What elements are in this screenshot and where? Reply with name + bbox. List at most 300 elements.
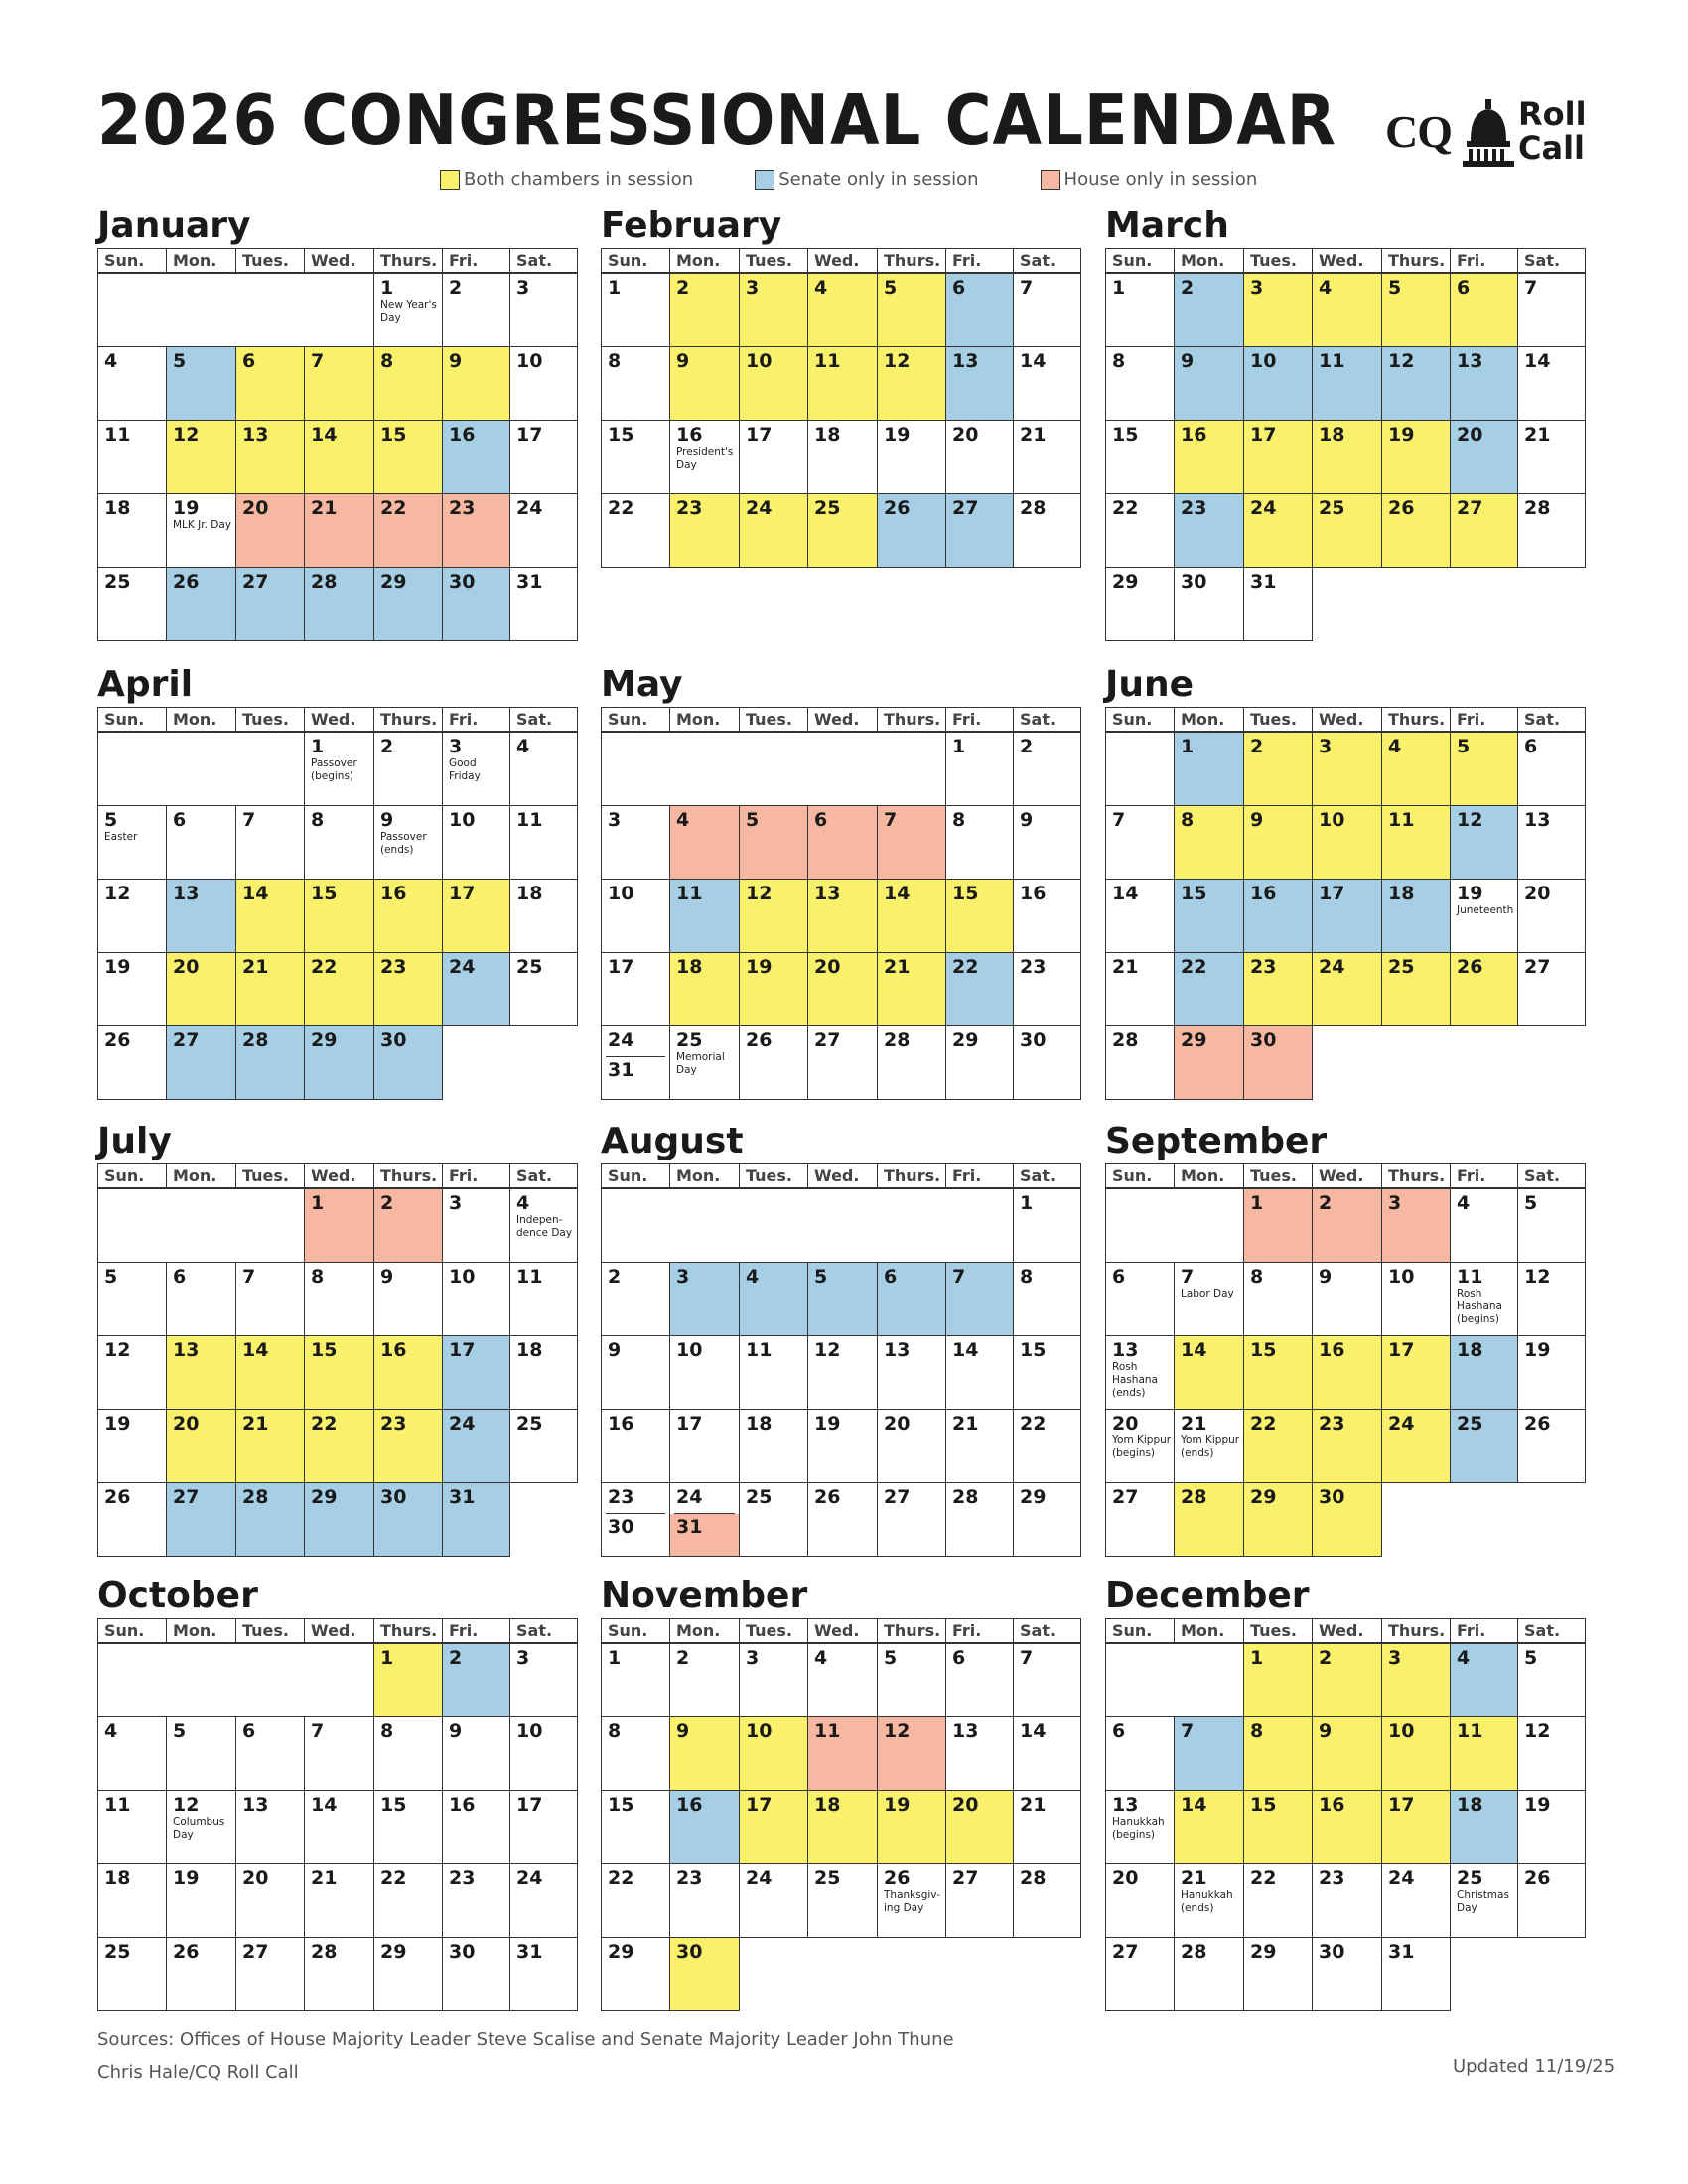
- day-cell: [510, 493, 578, 567]
- day-number: 10: [676, 1338, 703, 1361]
- month-name: August: [601, 1121, 744, 1161]
- day-cell: [374, 1937, 443, 2010]
- weekday-header: Wed.: [305, 1164, 374, 1189]
- day-cell: [1175, 952, 1244, 1025]
- day-number: 11: [516, 808, 543, 831]
- day-number: 31: [516, 570, 543, 593]
- day-cell: [236, 952, 305, 1025]
- weekday-header: Fri.: [1451, 1619, 1518, 1644]
- day-cell: [1382, 346, 1451, 420]
- day-cell: [1014, 1716, 1081, 1790]
- day-number: 29: [1250, 1485, 1277, 1508]
- day-number: 30: [1319, 1940, 1345, 1963]
- day-cell: [374, 1188, 443, 1262]
- weekday-header: Mon.: [167, 1164, 236, 1189]
- day-number: 26: [884, 496, 911, 519]
- day-number: 29: [1250, 1940, 1277, 1963]
- day-cell: [878, 1863, 946, 1937]
- month-table: [97, 707, 578, 1100]
- weekday-header: Tues.: [1244, 249, 1313, 274]
- day-cell: [670, 273, 740, 346]
- day-number: 8: [1020, 1265, 1034, 1288]
- day-cell: [510, 805, 578, 879]
- day-cell: [1106, 879, 1175, 952]
- day-cell: [305, 567, 374, 640]
- day-number: 10: [746, 349, 773, 372]
- day-cell: [305, 1482, 374, 1556]
- day-cell: [878, 805, 946, 879]
- day-number: 13: [1112, 1338, 1139, 1361]
- day-number: 21: [242, 955, 269, 978]
- day-number: 16: [380, 1338, 407, 1361]
- day-cell: [1451, 1335, 1518, 1409]
- day-number: 12: [746, 882, 773, 904]
- month-table: [1105, 248, 1586, 641]
- day-number: 24: [746, 1866, 773, 1889]
- day-number: 20: [242, 496, 269, 519]
- day-cell: [1313, 420, 1382, 493]
- day-cell: [305, 1716, 374, 1790]
- sources-footer: [97, 2023, 954, 2089]
- weekday-header: Mon.: [670, 1619, 740, 1644]
- day-number: 4: [516, 1192, 530, 1214]
- day-number: 28: [1112, 1028, 1139, 1051]
- empty-cell: [740, 1188, 808, 1262]
- day-number: 10: [516, 349, 543, 372]
- day-cell: [1451, 1790, 1518, 1863]
- day-number: 5: [104, 808, 118, 831]
- empty-cell: [167, 732, 236, 805]
- day-number: 19: [173, 1866, 200, 1889]
- month-name: January: [97, 205, 251, 246]
- day-number: 20: [952, 1793, 979, 1816]
- day-cell: [670, 805, 740, 879]
- day-cell: [740, 1790, 808, 1863]
- weekday-header: Wed.: [305, 708, 374, 733]
- day-cell: [1175, 346, 1244, 420]
- day-cell: [1382, 1262, 1451, 1335]
- day-number: 5: [1524, 1647, 1538, 1669]
- day-cell: [443, 1262, 510, 1335]
- day-cell: [1244, 1937, 1313, 2010]
- month-september: [1105, 1122, 1586, 1557]
- day-number: 24: [1319, 955, 1345, 978]
- day-number: 4: [814, 277, 828, 299]
- day-number: 27: [1524, 955, 1551, 978]
- holiday-note: Easter: [104, 830, 138, 843]
- weekday-header: Tues.: [236, 1619, 305, 1644]
- day-cell: [602, 1482, 670, 1556]
- day-cell: [878, 1716, 946, 1790]
- day-number: 22: [1250, 1866, 1277, 1889]
- day-number: 16: [1020, 882, 1047, 904]
- day-cell: [1244, 952, 1313, 1025]
- legend-swatch-house: [1041, 170, 1060, 190]
- weekday-header: Sun.: [1106, 1164, 1175, 1189]
- day-number: 2: [449, 277, 463, 299]
- day-cell: [1244, 1643, 1313, 1716]
- day-number: 15: [608, 1793, 634, 1816]
- day-cell: [1106, 1790, 1175, 1863]
- day-number: 8: [952, 808, 966, 831]
- day-cell: [374, 567, 443, 640]
- day-cell: [1382, 1188, 1451, 1262]
- weekday-header: Thurs.: [1382, 1619, 1451, 1644]
- legend-label: House only in session: [1063, 169, 1258, 190]
- day-cell: [1244, 567, 1313, 640]
- empty-cell: [236, 1188, 305, 1262]
- weekday-header: Mon.: [1175, 249, 1244, 274]
- day-cell: [1106, 805, 1175, 879]
- day-number: 19: [104, 955, 131, 978]
- day-cell: [1244, 1482, 1313, 1556]
- month-name: October: [97, 1575, 258, 1616]
- day-cell: [808, 346, 878, 420]
- day-cell: [1014, 273, 1081, 346]
- day-cell: [946, 420, 1014, 493]
- day-cell: [808, 493, 878, 567]
- updated-date: Updated 11/19/25: [1453, 2056, 1616, 2077]
- day-cell: [98, 1262, 167, 1335]
- day-cell: [374, 1863, 443, 1937]
- day-cell: [1382, 1335, 1451, 1409]
- day-cell: [167, 493, 236, 567]
- day-number: 27: [1457, 496, 1483, 519]
- day-cell: [1313, 273, 1382, 346]
- month-table: [1105, 1618, 1586, 2011]
- day-cell: [1451, 1188, 1518, 1262]
- blank-cell: [1382, 1482, 1451, 1556]
- empty-cell: [98, 1188, 167, 1262]
- day-number: 17: [676, 1412, 703, 1434]
- month-march: [1105, 206, 1586, 641]
- holiday-note: Rosh Hashana (begins): [1457, 1287, 1502, 1325]
- day-cell: [374, 493, 443, 567]
- day-cell: [740, 1335, 808, 1409]
- day-number: 20: [952, 423, 979, 446]
- day-cell: [98, 1716, 167, 1790]
- day-number: 5: [1524, 1192, 1538, 1214]
- day-cell: [1382, 420, 1451, 493]
- day-number: 19: [173, 496, 200, 519]
- day-cell: [946, 1643, 1014, 1716]
- holiday-note: Hanukkah (begins): [1112, 1815, 1165, 1841]
- day-number: 28: [1181, 1485, 1207, 1508]
- day-cell: [1451, 1262, 1518, 1335]
- empty-cell: [808, 1188, 878, 1262]
- day-cell: [1244, 1025, 1313, 1099]
- day-number: 27: [173, 1485, 200, 1508]
- day-cell: [602, 273, 670, 346]
- day-cell: [1106, 346, 1175, 420]
- empty-cell: [167, 1643, 236, 1716]
- weekday-header: Fri.: [946, 249, 1014, 274]
- day-cell: [305, 1863, 374, 1937]
- day-number: 20: [1457, 423, 1483, 446]
- day-number: 2: [1181, 277, 1195, 299]
- month-name: May: [601, 664, 683, 705]
- legend-swatch-senate: [755, 170, 774, 190]
- day-number: 6: [242, 1719, 256, 1742]
- day-cell: [602, 805, 670, 879]
- day-cell: [602, 420, 670, 493]
- day-cell: [510, 1937, 578, 2010]
- blank-cell: [510, 1482, 578, 1556]
- day-cell: [1451, 805, 1518, 879]
- day-number: 9: [1020, 808, 1034, 831]
- day-number: 26: [173, 570, 200, 593]
- day-number: 8: [1250, 1719, 1264, 1742]
- empty-cell: [670, 732, 740, 805]
- day-number: 25: [676, 1028, 703, 1051]
- day-number: 15: [311, 882, 338, 904]
- day-number: 20: [173, 1412, 200, 1434]
- day-number: 27: [952, 1866, 979, 1889]
- day-number: 23: [1319, 1866, 1345, 1889]
- day-number: 3: [676, 1265, 690, 1288]
- day-number: 21: [1020, 423, 1047, 446]
- day-number: 13: [1524, 808, 1551, 831]
- day-number: 6: [952, 1647, 966, 1669]
- day-number: 13: [952, 349, 979, 372]
- day-number: 27: [173, 1028, 200, 1051]
- day-number: 26: [1524, 1412, 1551, 1434]
- day-cell: [740, 493, 808, 567]
- day-number: 17: [1388, 1793, 1415, 1816]
- day-cell: [1313, 1482, 1382, 1556]
- day-cell: [443, 1790, 510, 1863]
- day-cell: [1382, 1409, 1451, 1482]
- day-cell: [602, 1790, 670, 1863]
- day-number: 21: [1020, 1793, 1047, 1816]
- day-cell: [1106, 420, 1175, 493]
- month-june: [1105, 665, 1586, 1100]
- weekday-header: Sat.: [510, 1619, 578, 1644]
- holiday-note: Juneteenth: [1457, 903, 1514, 916]
- day-number: 23: [1250, 955, 1277, 978]
- day-cell: [670, 1025, 740, 1099]
- day-cell: [878, 1262, 946, 1335]
- day-cell: [374, 1262, 443, 1335]
- day-number: 28: [311, 1940, 338, 1963]
- day-number: 14: [1181, 1793, 1207, 1816]
- blank-cell: [1518, 1025, 1586, 1099]
- logo-roll-call-text: [1518, 97, 1587, 165]
- weekday-header: Sat.: [510, 249, 578, 274]
- day-cell: [670, 1790, 740, 1863]
- blank-cell: [1382, 567, 1451, 640]
- day-number: 8: [1181, 808, 1195, 831]
- month-april: [97, 665, 578, 1100]
- weekday-header: Tues.: [740, 708, 808, 733]
- weekday-header: Sun.: [1106, 249, 1175, 274]
- day-number: 12: [884, 1719, 911, 1742]
- day-number: 23: [1319, 1412, 1345, 1434]
- day-number: 30: [380, 1485, 407, 1508]
- day-number: 21: [311, 1866, 338, 1889]
- day-cell: [1451, 732, 1518, 805]
- day-number: 12: [173, 1793, 200, 1816]
- day-cell: [1106, 1482, 1175, 1556]
- day-number: 19: [1457, 882, 1483, 904]
- weekday-header: Tues.: [236, 249, 305, 274]
- day-cell: [1382, 805, 1451, 879]
- month-name: September: [1105, 1121, 1328, 1161]
- day-cell: [1244, 1335, 1313, 1409]
- day-number: 13: [242, 423, 269, 446]
- day-cell: [1451, 1716, 1518, 1790]
- day-number: 28: [242, 1485, 269, 1508]
- weekday-header: Fri.: [946, 708, 1014, 733]
- day-cell: [167, 1482, 236, 1556]
- day-cell: [878, 493, 946, 567]
- day-number: 9: [449, 349, 463, 372]
- day-number: 18: [516, 882, 543, 904]
- day-cell: [1175, 1863, 1244, 1937]
- day-cell: [443, 1863, 510, 1937]
- day-cell: [1244, 879, 1313, 952]
- day-number: 22: [311, 1412, 338, 1434]
- day-number: 3: [516, 1647, 530, 1669]
- weekday-header: Thurs.: [374, 249, 443, 274]
- day-number: 8: [380, 349, 394, 372]
- logo-call: Call: [1518, 129, 1586, 167]
- empty-cell: [305, 273, 374, 346]
- legend-swatch-both: [440, 170, 460, 190]
- day-number: 9: [1319, 1265, 1333, 1288]
- weekday-header: Sun.: [1106, 708, 1175, 733]
- weekday-header: Fri.: [1451, 1164, 1518, 1189]
- day-cell: [1451, 420, 1518, 493]
- day-number: 3: [1388, 1192, 1402, 1214]
- day-cell: [740, 273, 808, 346]
- day-cell: [305, 346, 374, 420]
- day-cell: [305, 805, 374, 879]
- day-number: 16: [380, 882, 407, 904]
- day-cell: [1175, 1025, 1244, 1099]
- day-cell: [1518, 1643, 1586, 1716]
- day-number: 6: [814, 808, 828, 831]
- day-number: 24: [449, 955, 476, 978]
- empty-cell: [946, 1188, 1014, 1262]
- day-number: 5: [173, 349, 187, 372]
- day-cell: [946, 952, 1014, 1025]
- day-cell: [510, 346, 578, 420]
- day-cell: [1518, 879, 1586, 952]
- empty-cell: [236, 732, 305, 805]
- day-cell: [305, 1025, 374, 1099]
- day-number: 2: [380, 1192, 394, 1214]
- day-number: 21: [242, 1412, 269, 1434]
- day-number: 24: [1388, 1412, 1415, 1434]
- day-number: 6: [1112, 1719, 1126, 1742]
- empty-cell: [236, 273, 305, 346]
- day-number: 21: [1181, 1412, 1207, 1434]
- day-number: 8: [608, 349, 622, 372]
- day-number: 16: [1319, 1338, 1345, 1361]
- day-number: 2: [608, 1265, 622, 1288]
- day-number: 13: [173, 1338, 200, 1361]
- day-cell: [510, 1863, 578, 1937]
- month-table: [97, 248, 578, 641]
- day-number: 16: [676, 423, 703, 446]
- day-number: 30: [449, 1940, 476, 1963]
- day-cell: [1451, 1643, 1518, 1716]
- day-number: 16: [1319, 1793, 1345, 1816]
- day-number: 28: [1524, 496, 1551, 519]
- day-number: 30: [380, 1028, 407, 1051]
- day-number: 10: [1319, 808, 1345, 831]
- day-number: 5: [1457, 736, 1471, 757]
- day-cell: [443, 952, 510, 1025]
- day-number: 1: [1020, 1192, 1034, 1214]
- day-cell: [602, 879, 670, 952]
- day-number: 2: [676, 277, 690, 299]
- day-cell: [1518, 732, 1586, 805]
- day-number: 9: [608, 1338, 622, 1361]
- day-number: 23: [380, 1412, 407, 1434]
- day-cell: [510, 567, 578, 640]
- weekday-header: Mon.: [670, 708, 740, 733]
- day-number: 11: [1457, 1265, 1483, 1288]
- weekday-header: Mon.: [1175, 1619, 1244, 1644]
- empty-cell: [602, 732, 670, 805]
- day-cell: [670, 1643, 740, 1716]
- day-cell: [1451, 493, 1518, 567]
- weekday-header: Sun.: [602, 249, 670, 274]
- day-cell: [443, 1643, 510, 1716]
- day-number: 10: [1388, 1265, 1415, 1288]
- weekday-header: Wed.: [1313, 1164, 1382, 1189]
- day-cell: [740, 879, 808, 952]
- day-number: 31: [608, 1058, 634, 1081]
- day-cell: [808, 1025, 878, 1099]
- day-cell: [1518, 805, 1586, 879]
- day-number: 24: [516, 496, 543, 519]
- day-number: 21: [1524, 423, 1551, 446]
- day-cell: [670, 346, 740, 420]
- day-number: 17: [746, 423, 773, 446]
- day-number: 29: [380, 1940, 407, 1963]
- weekday-header: Sun.: [98, 1619, 167, 1644]
- month-august: [601, 1122, 1081, 1557]
- day-cell: [167, 1716, 236, 1790]
- month-table: [601, 248, 1081, 568]
- empty-cell: [878, 732, 946, 805]
- day-number: 23: [380, 955, 407, 978]
- day-cell: [1014, 420, 1081, 493]
- month-name: November: [601, 1575, 808, 1616]
- day-number: 2: [1319, 1647, 1333, 1669]
- day-cell: [1106, 493, 1175, 567]
- day-number: 18: [104, 496, 131, 519]
- day-cell: [374, 1790, 443, 1863]
- day-cell: [946, 493, 1014, 567]
- day-number: 23: [608, 1485, 634, 1508]
- day-number: 31: [676, 1515, 703, 1538]
- day-number: 14: [1020, 349, 1047, 372]
- empty-cell: [808, 732, 878, 805]
- weekday-header: Sun.: [1106, 1619, 1175, 1644]
- day-cell: [670, 1937, 740, 2010]
- day-cell: [1518, 1790, 1586, 1863]
- day-number: 27: [242, 1940, 269, 1963]
- day-cell: [236, 1409, 305, 1482]
- day-cell: [1518, 1335, 1586, 1409]
- day-number: 23: [676, 1866, 703, 1889]
- month-table: [1105, 707, 1586, 1100]
- day-number: 7: [1112, 808, 1126, 831]
